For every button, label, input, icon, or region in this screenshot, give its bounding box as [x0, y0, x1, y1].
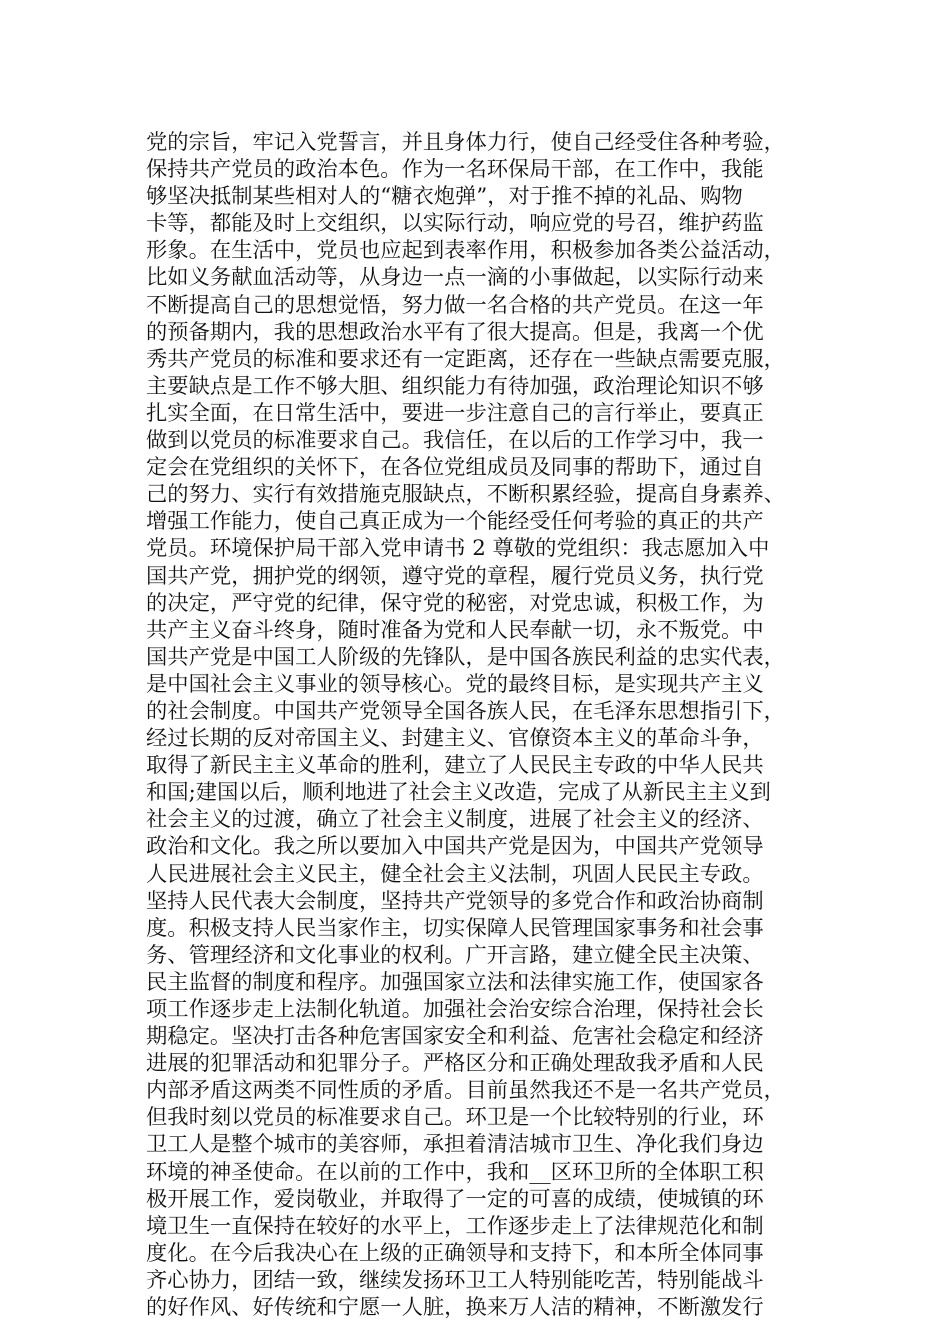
- text-line: 主要缺点是工作不够大胆、组织能力有待加强，政治理论知识不够: [146, 373, 764, 399]
- text-line: 的社会制度。中国共产党领导全国各族人民，在毛泽东思想指引下，: [146, 698, 785, 724]
- text-line: 环境的神圣使命。在以前的工作中，我和__区环卫所的全体职工积: [146, 1159, 764, 1185]
- text-line: 国共产党是中国工人阶级的先锋队，是中国各族民利益的忠实代表，: [146, 644, 785, 670]
- text-line: 度。积极支持人民当家作主，切实保障人民管理国家事务和社会事: [146, 915, 764, 941]
- text-line: 齐心协力，团结一致，继续发扬环卫工人特别能吃苦，特别能战斗: [146, 1267, 764, 1293]
- text-line: 取得了新民主主义革命的胜利，建立了人民民主专政的中华人民共: [146, 753, 764, 779]
- text-line: 期稳定。坚决打击各种危害国家安全和利益、危害社会稳定和经济: [146, 1024, 764, 1050]
- text-line: 卫工人是整个城市的美容师，承担着清洁城市卫生、净化我们身边: [146, 1132, 764, 1158]
- text-line: 做到以党员的标准要求自己。我信任，在以后的工作学习中，我一: [146, 428, 764, 454]
- text-line: 务、管理经济和文化事业的权利。广开言路，建立健全民主决策、: [146, 942, 764, 968]
- text-line: 的决定，严守党的纪律，保守党的秘密，对党忠诚，积极工作，为: [146, 590, 764, 616]
- text-line: 社会主义的过渡，确立了社会主义制度，进展了社会主义的经济、: [146, 807, 764, 833]
- text-line: 的好作风、好传统和宁愿一人脏，换来万人洁的精神，不断激发行: [146, 1295, 764, 1321]
- text-line: 极开展工作，爱岗敬业，并取得了一定的可喜的成绩，使城镇的环: [146, 1186, 764, 1212]
- text-line: 卡等，都能及时上交组织，以实际行动，响应党的号召，维护药监: [146, 211, 764, 237]
- text-line: 定会在党组织的关怀下，在各位党组成员及同事的帮助下，通过自: [146, 455, 764, 481]
- text-line: 不断提高自己的思想觉悟，努力做一名合格的共产党员。在这一年: [146, 292, 764, 318]
- text-line: 形象。在生活中，党员也应起到表率作用，积极参加各类公益活动，: [146, 238, 785, 264]
- text-line: 国共产党，拥护党的纲领，遵守党的章程，履行党员义务，执行党: [146, 563, 764, 589]
- body-text: [146, 129, 830, 1321]
- text-line: 党的宗旨，牢记入党誓言，并且身体力行，使自己经受住各种考验，: [146, 130, 785, 155]
- text-line: 增强工作能力，使自己真正成为一个能经受任何考验的真正的共产: [146, 509, 764, 535]
- text-line: 党员。环境保护局干部入党申请书 2 尊敬的党组织：我志愿加入中: [146, 536, 770, 562]
- text-line: 扎实全面，在日常生活中，要进一步注意自己的言行举止，要真正: [146, 400, 764, 426]
- text-line: 民主监督的制度和程序。加强国家立法和法律实施工作，使国家各: [146, 969, 764, 995]
- text-line: 够坚决抵制某些相对人的“糖衣炮弹”，对于推不掉的礼品、购物: [146, 184, 743, 210]
- text-line: 的预备期内，我的思想政治水平有了很大提高。但是，我离一个优: [146, 319, 764, 345]
- text-line: 秀共产党员的标准和要求还有一定距离，还存在一些缺点需要克服，: [146, 346, 785, 372]
- text-line: 进展的犯罪活动和犯罪分子。严格区分和正确处理敌我矛盾和人民: [146, 1051, 764, 1077]
- text-line: 但我时刻以党员的标准要求自己。环卫是一个比较特别的行业，环: [146, 1105, 764, 1131]
- text-line: 项工作逐步走上法制化轨道。加强社会治安综合治理，保持社会长: [146, 997, 764, 1022]
- text-line: 和国;建国以后，顺利地进了社会主义改造，完成了从新民主主义到: [146, 780, 771, 806]
- text-line: 坚持人民代表大会制度，坚持共产党领导的多党合作和政治协商制: [146, 888, 764, 914]
- text-line: 内部矛盾这两类不同性质的矛盾。目前虽然我还不是一名共产党员，: [146, 1078, 785, 1104]
- text-line: 己的努力、实行有效措施克服缺点，不断积累经验，提高自身素养、: [146, 482, 785, 508]
- text-line: 政治和文化。我之所以要加入中国共产党是因为，中国共产党领导: [146, 834, 764, 860]
- text-line: 保持共产党员的政治本色。作为一名环保局干部，在工作中，我能: [146, 157, 764, 183]
- text-line: 比如义务献血活动等，从身边一点一滴的小事做起，以实际行动来: [146, 265, 764, 291]
- text-line: 共产主义奋斗终身，随时准备为党和人民奉献一切，永不叛党。中: [146, 617, 764, 643]
- text-line: 人民进展社会主义民主，健全社会主义法制，巩固人民民主专政。: [146, 861, 764, 887]
- text-line: 是中国社会主义事业的领导核心。党的最终目标，是实现共产主义: [146, 671, 764, 697]
- text-line: 境卫生一直保持在较好的水平上，工作逐步走上了法律规范化和制: [146, 1213, 764, 1239]
- text-line: 度化。在今后我决心在上级的正确领导和支持下，和本所全体同事: [146, 1240, 764, 1266]
- text-line: 经过长期的反对帝国主义、封建主义、官僚资本主义的革命斗争，: [146, 726, 764, 752]
